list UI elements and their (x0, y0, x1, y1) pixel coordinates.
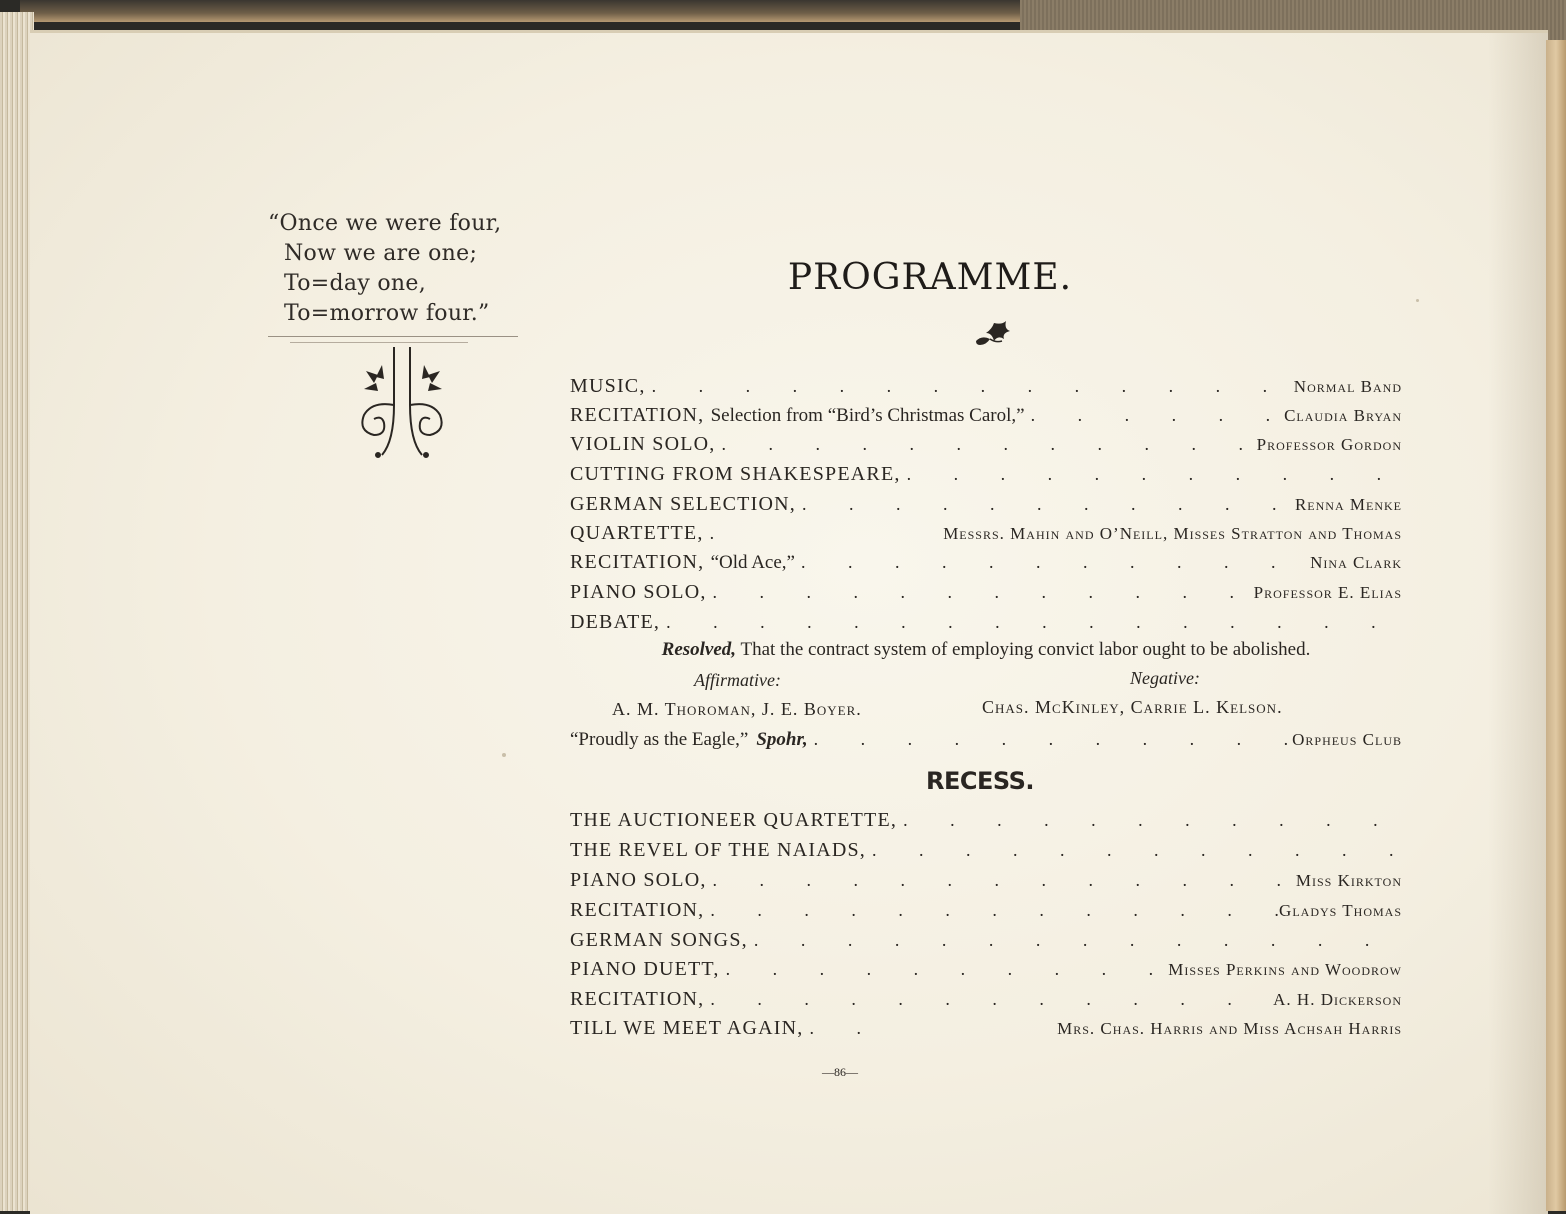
programme-item: DEBATE, (570, 611, 661, 633)
performer: Messrs. Mahin and O’Neill, Misses Stratton and Thomas (943, 524, 1402, 543)
page-title: PROGRAMME. (787, 257, 1073, 298)
programme-item: PIANO DUETT, (570, 958, 720, 980)
poem-line: To=day one, (284, 271, 426, 296)
performer: Gladys Thomas (1279, 901, 1402, 920)
page-curl-shade (1488, 33, 1548, 1214)
poem-line: To=morrow four.” (284, 301, 490, 326)
programme-item: PIANO SOLO, (570, 581, 707, 603)
negative-speakers: Chas. McKinley, Carrie L. Kelson. (982, 697, 1283, 717)
programme-row (570, 729, 1402, 757)
book-right-edge (1546, 40, 1566, 1211)
programme-item: VIOLIN SOLO, (570, 433, 716, 455)
programme-row (570, 988, 1402, 1016)
song-composer: Spohr, (756, 729, 808, 750)
programme-item: RECITATION, (570, 988, 705, 1010)
programme-item-title: RECITATION, (570, 404, 705, 426)
dot-leader (748, 930, 1402, 951)
programme-row (570, 463, 1402, 491)
poem (268, 209, 528, 329)
programme-item: PIANO SOLO, (570, 869, 707, 891)
paper-speck (502, 753, 506, 757)
performer: Normal Band (1293, 377, 1402, 396)
programme-row (570, 1017, 1402, 1045)
programme-row (570, 551, 1402, 579)
dot-leader (660, 612, 1402, 633)
debate-resolution (570, 639, 1402, 661)
performer: Nina Clark (1310, 553, 1402, 572)
dot-leader (804, 1018, 876, 1039)
programme-row (570, 809, 1402, 837)
performer: Renna Menke (1294, 495, 1402, 514)
poem-line: “Once we were four, (268, 211, 502, 236)
dot-leader (646, 376, 1294, 397)
performer: Professor E. Elias (1253, 583, 1402, 602)
dot-leader (808, 729, 1293, 750)
programme-item: THE REVEL OF THE NAIADS, (570, 839, 867, 861)
programme-row (570, 404, 1402, 432)
programme-item: CUTTING FROM SHAKESPEARE, (570, 463, 901, 485)
book-top-edge (20, 0, 1020, 22)
dot-leader (704, 989, 1273, 1010)
programme-row (570, 869, 1402, 897)
programme-row (570, 493, 1402, 521)
dot-leader (704, 523, 756, 544)
programme-row (570, 899, 1402, 927)
dot-leader (1025, 405, 1285, 426)
programme-item-title: RECITATION, (570, 551, 705, 573)
performer: Miss Kirkton (1295, 871, 1402, 890)
dot-leader (716, 434, 1257, 455)
programme-item (570, 404, 1025, 427)
poem-line: Now we are one; (284, 241, 478, 266)
paper-speck (1416, 299, 1419, 302)
programme-item: THE AUCTIONEER QUARTETTE, (570, 809, 898, 831)
dot-leader (866, 840, 1402, 861)
programme-item: GERMAN SONGS, (570, 929, 748, 951)
resolution-text: That the contract system of employing convict labor ought to be abolished. (740, 639, 1311, 660)
dot-leader (796, 494, 1295, 515)
dot-leader (897, 810, 1402, 831)
page-number: —86— (822, 1065, 858, 1079)
dot-leader (720, 959, 1169, 980)
programme-item: QUARTETTE, (570, 522, 704, 544)
programme-item-detail: Selection from “Bird’s Christmas Carol,” (710, 405, 1025, 426)
programme-item: RECITATION, (570, 899, 705, 921)
programme-item-detail: “Old Ace,” (710, 552, 795, 573)
performer: Professor Gordon (1256, 435, 1402, 454)
performer: A. H. Dickerson (1273, 990, 1402, 1009)
poem-divider (268, 336, 518, 337)
programme-row (570, 522, 1402, 550)
programme-item: MUSIC, (570, 375, 646, 397)
performer: Mrs. Chas. Harris and Miss Achsah Harris (1057, 1019, 1402, 1038)
programme-row (570, 929, 1402, 957)
dot-leader (707, 582, 1254, 603)
programme-item: GERMAN SELECTION, (570, 493, 796, 515)
affirmative-speakers: A. M. Thoroman, J. E. Boyer. (612, 699, 862, 719)
programme-row (570, 581, 1402, 609)
programme-item (570, 551, 795, 574)
resolved-label: Resolved, (661, 639, 737, 660)
page-stack-edge (0, 12, 34, 1211)
programme-row (570, 611, 1402, 639)
floral-ornament-icon (342, 345, 464, 463)
performer: Misses Perkins and Woodrow (1168, 960, 1402, 979)
dot-leader (795, 552, 1310, 573)
programme-item: TILL WE MEET AGAIN, (570, 1017, 804, 1039)
dot-leader (707, 870, 1296, 891)
song-title: “Proudly as the Eagle,” (570, 729, 749, 750)
dot-leader (704, 900, 1279, 921)
performer: Orpheus Club (1292, 730, 1402, 749)
poem-divider-thin (290, 342, 468, 343)
programme-row (570, 433, 1402, 461)
programme-row (570, 375, 1402, 403)
leaf-fleuron-icon (972, 319, 1014, 349)
book-page (30, 30, 1548, 1214)
affirmative-label: Affirmative: (694, 670, 781, 690)
performer: Claudia Bryan (1284, 406, 1402, 425)
negative-label: Negative: (1130, 668, 1200, 688)
programme-row (570, 839, 1402, 867)
recess-heading: RECESS. (926, 767, 1034, 795)
dot-leader (901, 464, 1402, 485)
programme-row (570, 958, 1402, 986)
